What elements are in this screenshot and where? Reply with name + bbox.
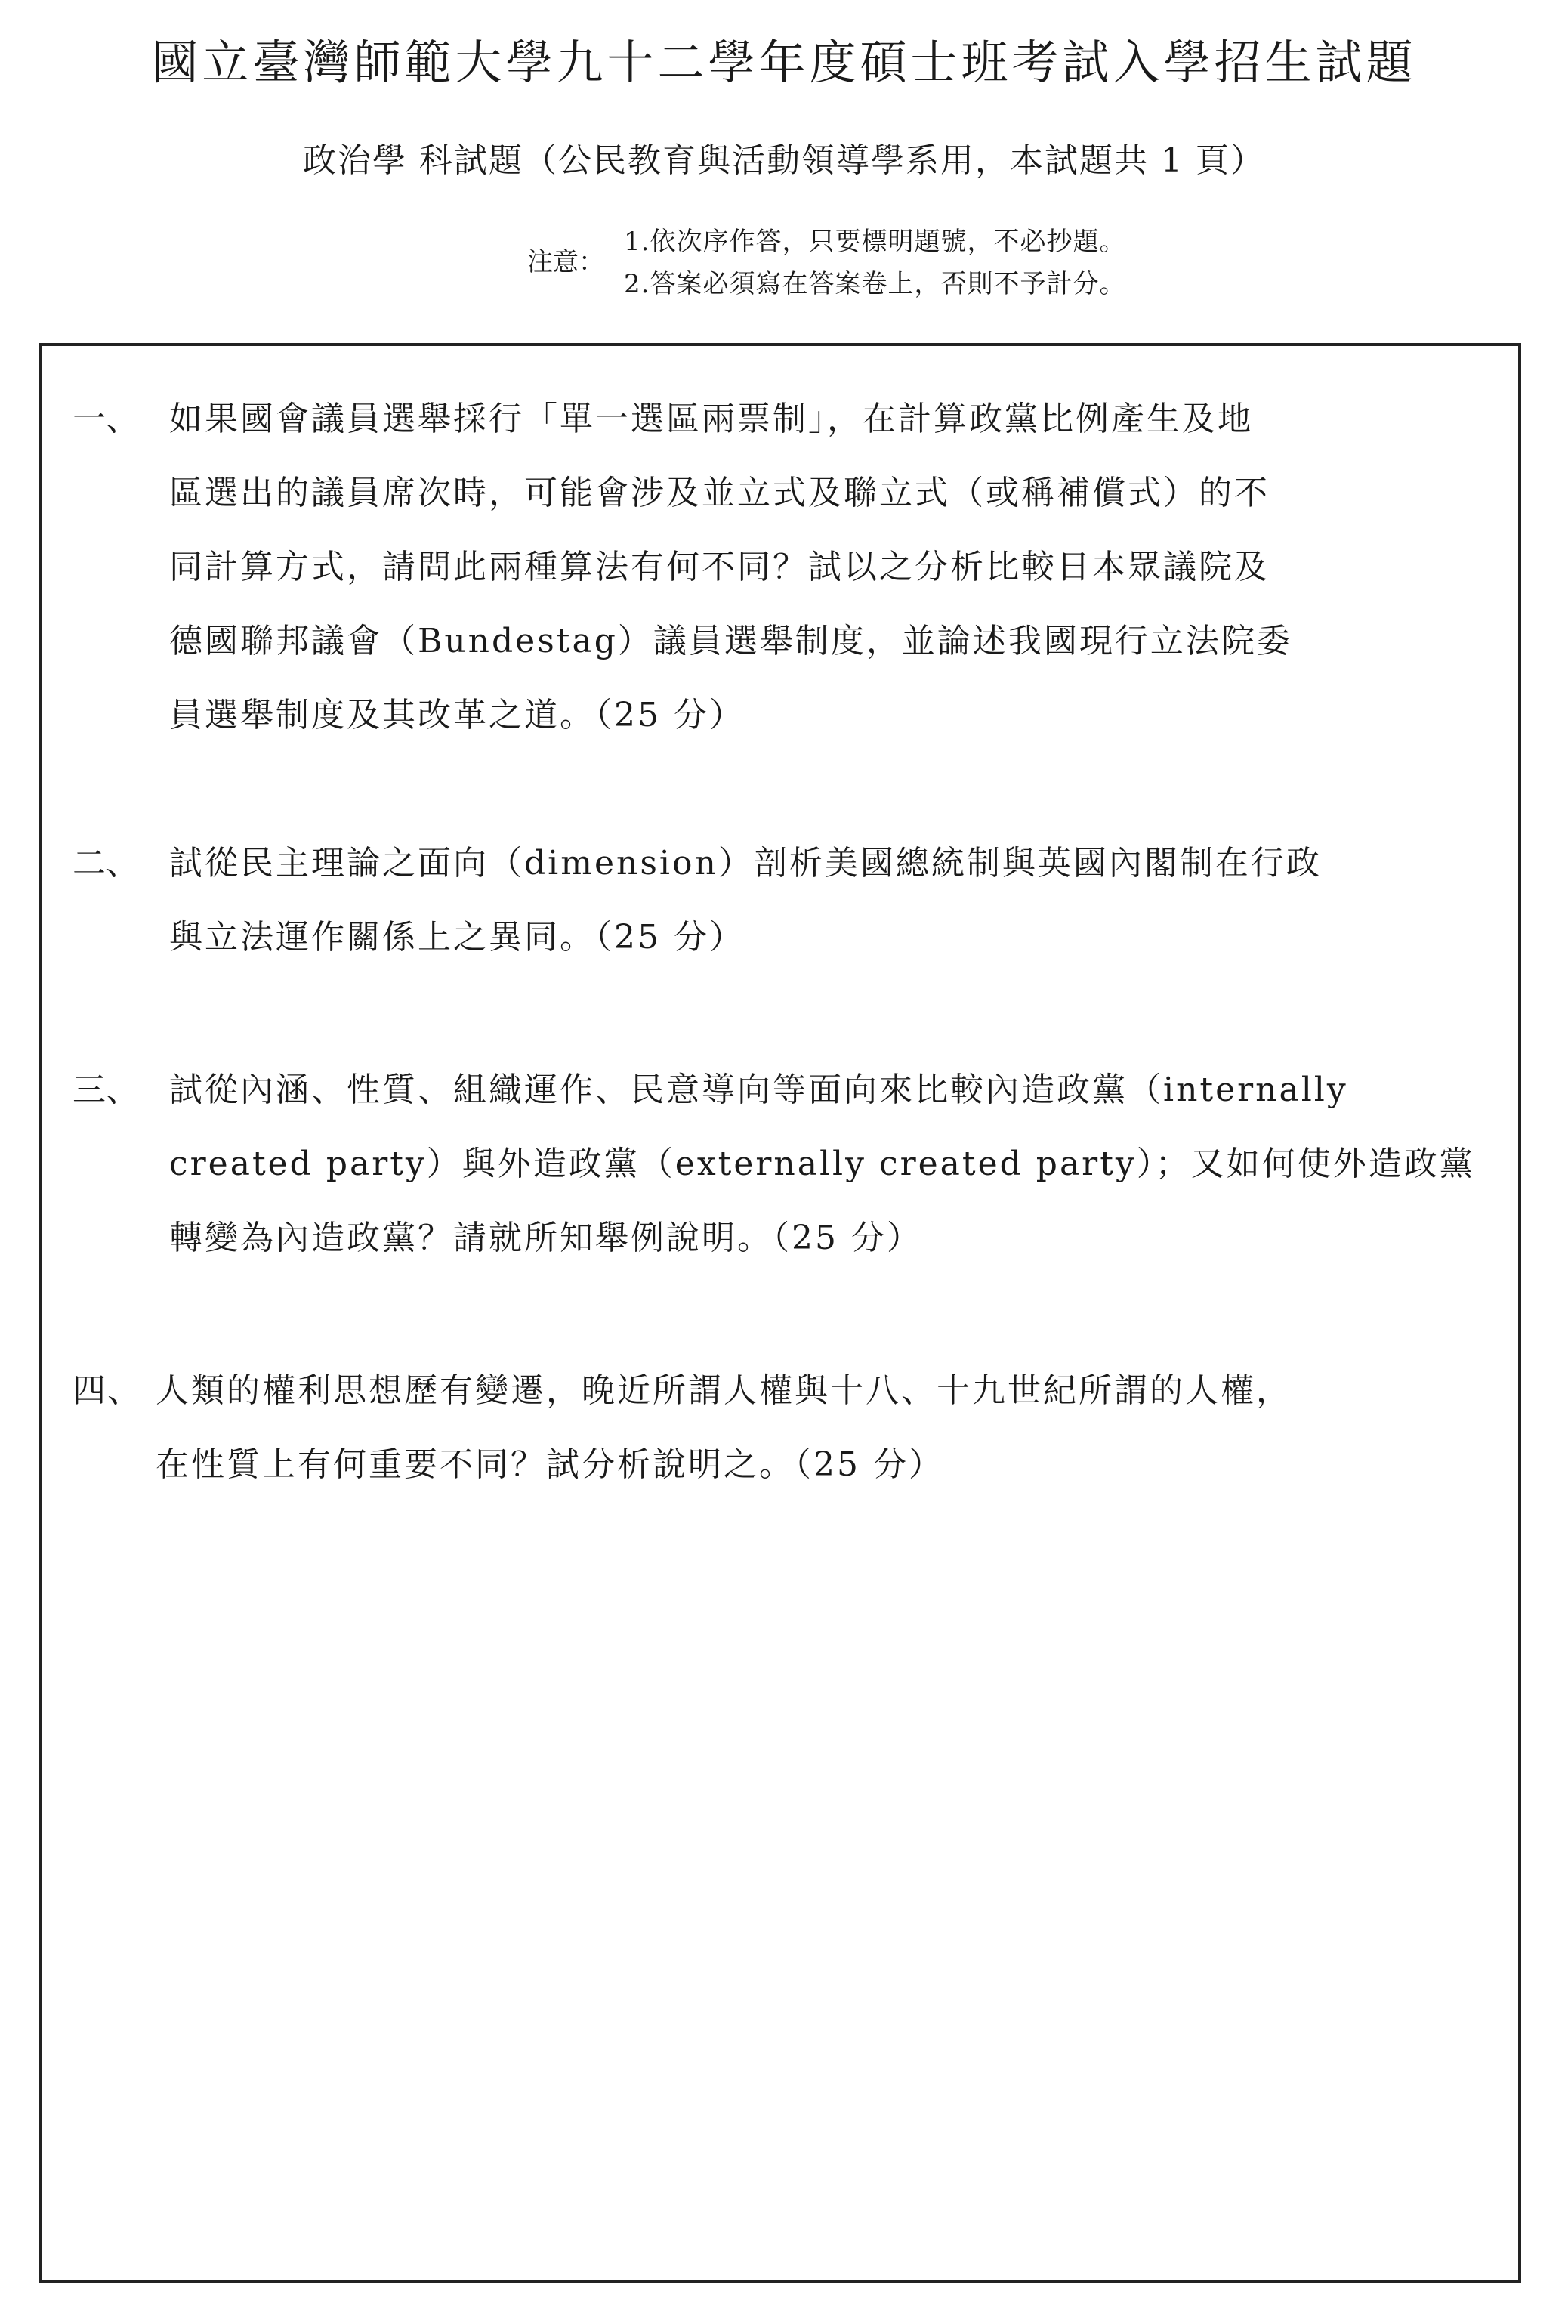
question-line: 在性質上有何重要不同？試分析說明之。（25 分）: [156, 1445, 944, 1484]
question-line: 與立法運作關係上之異同。（25 分）: [169, 918, 745, 956]
exam-title: 國立臺灣師範大學九十二學年度碩士班考試入學招生試題: [151, 35, 1417, 90]
question-line: created party）與外造政黨（externally created party）；又如何使外造政黨: [169, 1145, 1475, 1183]
question-line: 員選舉制度及其改革之道。（25 分）: [169, 696, 745, 734]
question-2: [73, 827, 1492, 975]
question-line: 試從民主理論之面向（dimension）剖析美國總統制與英國內閣制在行政: [169, 844, 1322, 882]
question-line: 區選出的議員席次時，可能會涉及並立式及聯立式（或稱補償式）的不: [169, 474, 1270, 512]
question-text: [169, 827, 1492, 975]
notice-block: [527, 221, 1434, 311]
question-number: 三、: [73, 1071, 139, 1109]
question-line: 同計算方式，請問此兩種算法有何不同？試以之分析比較日本眾議院及: [169, 548, 1270, 586]
question-text: [169, 382, 1492, 753]
notice-item: 1.依次序作答，只要標明題號，不必抄題。: [624, 227, 1126, 257]
question-1: [73, 382, 1492, 753]
question-number: 一、: [73, 400, 139, 438]
question-line: 試從內涵、性質、組織運作、民意導向等面向來比較內造政黨（internally: [169, 1071, 1348, 1109]
question-line: 轉變為內造政黨？請就所知舉例說明。（25 分）: [169, 1219, 922, 1257]
question-box: [39, 343, 1521, 2283]
notice-label: 注意：: [527, 247, 604, 277]
question-4: [73, 1354, 1492, 1502]
question-text: [169, 1053, 1492, 1275]
question-number: 四、: [73, 1371, 142, 1410]
question-line: 如果國會議員選舉採行「單一選區兩票制」，在計算政黨比例產生及地: [169, 400, 1253, 438]
exam-subtitle: 政治學 科試題（公民教育與活動領導學系用，本試題共 1 頁）: [303, 141, 1265, 180]
question-line: 人類的權利思想歷有變遷，晚近所謂人權與十八、十九世紀所謂的人權，: [156, 1371, 1292, 1410]
question-3: [73, 1053, 1492, 1275]
notice-item: 2.答案必須寫在答案卷上，否則不予計分。: [624, 269, 1126, 299]
question-line: 德國聯邦議會（Bundestag）議員選舉制度，並論述我國現行立法院委: [169, 622, 1292, 660]
notice-list: [624, 221, 1125, 305]
question-text: [156, 1354, 1492, 1502]
question-number: 二、: [73, 844, 139, 882]
